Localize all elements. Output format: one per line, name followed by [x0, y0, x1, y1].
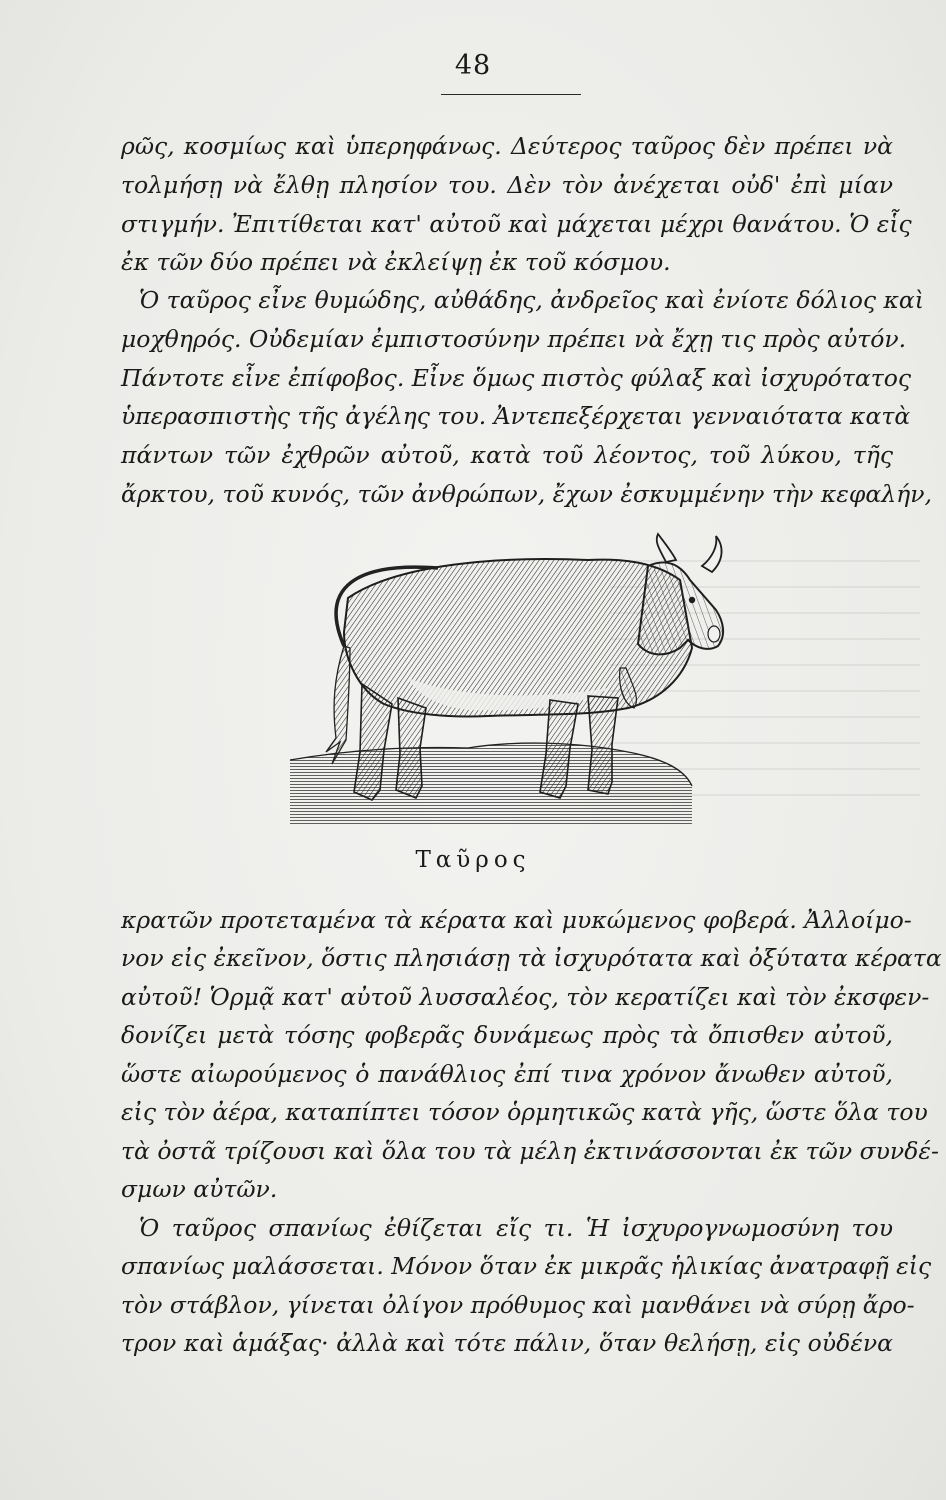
- text-line: ρῶς, κοσμίως καὶ ὑπερηφάνως. Δεύτερος ταῦρος δὲν πρέπει νὰ: [121, 132, 893, 160]
- ground-hatching: [290, 743, 692, 826]
- text-line: σμων αὐτῶν.: [121, 1175, 278, 1203]
- text-line: τὰ ὀστᾶ τρίζουσι καὶ ὅλα του τὰ μέλη ἐκτινάσσονται ἐκ τῶν συνδέ-: [121, 1137, 939, 1165]
- text-line: τρον καὶ ἁμάξας· ἀλλὰ καὶ τότε πάλιν, ὅταν θελήσῃ, εἰς οὐδένα: [121, 1329, 893, 1357]
- text-line: μοχθηρός. Οὐδεμίαν ἐμπιστοσύνην πρέπει νὰ ἔχῃ τις πρὸς αὐτόν.: [121, 325, 907, 353]
- figure-caption: Ταῦρος: [415, 847, 531, 873]
- text-line: ἄρκτου, τοῦ κυνός, τῶν ἀνθρώπων, ἔχων ἐσκυμμένην τὴν κεφαλήν,: [121, 480, 932, 508]
- text-line: Ὁ ταῦρος σπανίως ἐθίζεται εἴς τι. Ἡ ἰσχυρογνωμοσύνη του: [139, 1214, 893, 1242]
- text-line: σπανίως μαλάσσεται. Μόνον ὅταν ἐκ μικρᾶς ἡλικίας ἀνατραφῇ εἰς: [121, 1252, 932, 1280]
- page-number-rule: [441, 94, 581, 95]
- text-line: ὑπερασπιστὴς τῆς ἀγέλης του. Ἀντεπεξέρχεται γενναιότατα κατὰ: [121, 402, 911, 430]
- bull-eye: [689, 597, 695, 603]
- text-line: κρατῶν προτεταμένα τὰ κέρατα καὶ μυκώμενος φοβερά. Ἀλλοίμο-: [121, 906, 912, 934]
- text-line: νον εἰς ἐκεῖνον, ὅστις πλησιάσῃ τὰ ἰσχυρότατα καὶ ὀξύτατα κέρατα: [121, 944, 942, 972]
- text-line: ἐκ τῶν δύο πρέπει νὰ ἐκλείψῃ ἐκ τοῦ κόσμου.: [121, 248, 671, 276]
- text-line: ὥστε αἰωρούμενος ὁ πανάθλιος ἐπί τινα χρόνον ἄνωθεν αὐτοῦ,: [121, 1060, 893, 1088]
- text-line: εἰς τὸν ἀέρα, καταπίπτει τόσον ὁρμητικῶς κατὰ γῆς, ὥστε ὅλα του: [121, 1098, 928, 1126]
- text-line: πάντων τῶν ἐχθρῶν αὐτοῦ, κατὰ τοῦ λέοντος, τοῦ λύκου, τῆς: [121, 441, 893, 469]
- text-line: Πάντοτε εἶνε ἐπίφοβος. Εἶνε ὅμως πιστὸς φύλαξ καὶ ἰσχυρότατος: [121, 364, 912, 392]
- text-line: αὐτοῦ! Ὁρμᾷ κατ' αὐτοῦ λυσσαλέος, τὸν κερατίζει καὶ τὸν ἐκσφεν-: [121, 983, 930, 1011]
- text-line: δονίζει μετὰ τόσης φοβερᾶς δυνάμεως πρὸς τὰ ὄπισθεν αὐτοῦ,: [121, 1021, 893, 1049]
- bull-horn-left: [657, 534, 676, 562]
- text-line: Ὁ ταῦρος εἶνε θυμώδης, αὐθάδης, ἀνδρεῖος καὶ ἐνίοτε δόλιος καὶ: [139, 286, 925, 314]
- text-line: στιγμήν. Ἐπιτίθεται κατ' αὐτοῦ καὶ μάχεται μέχρι θανάτου. Ὁ εἷς: [121, 210, 912, 238]
- bull-engraving: [288, 528, 738, 846]
- bull-horn-right: [702, 536, 722, 572]
- text-line: τολμήσῃ νὰ ἔλθῃ πλησίον του. Δὲν τὸν ἀνέχεται οὐδ' ἐπὶ μίαν: [121, 171, 893, 199]
- text-line: τὸν στάβλον, γίνεται ὀλίγον πρόθυμος καὶ μανθάνει νὰ σύρῃ ἄρο-: [121, 1291, 915, 1319]
- page-number: 48: [454, 50, 492, 81]
